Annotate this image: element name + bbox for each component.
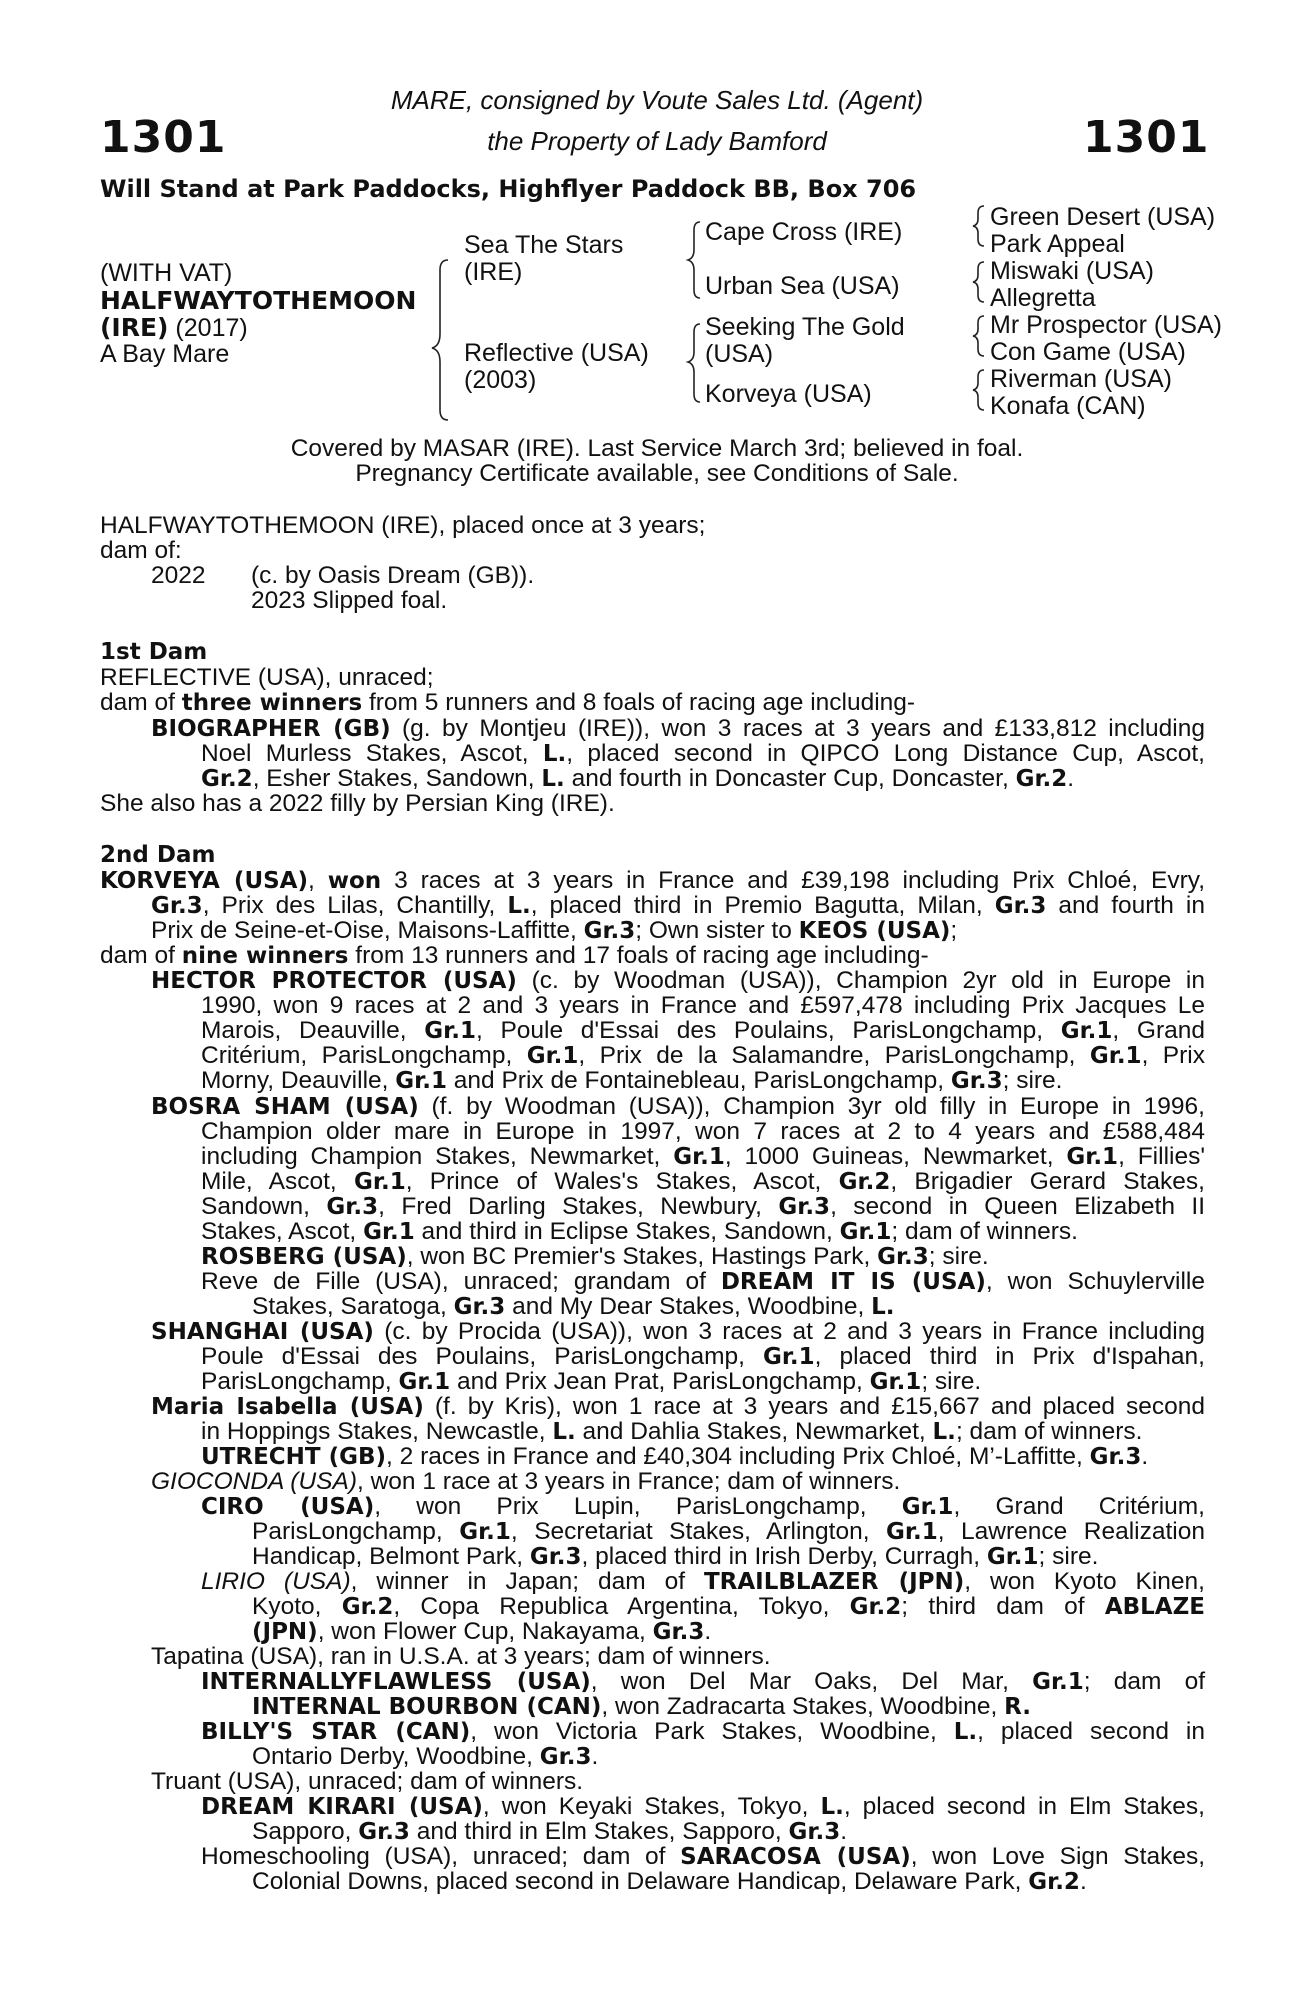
- sire-line2: (IRE): [464, 258, 523, 286]
- t: .: [1141, 1443, 1149, 1470]
- t: Gr.3: [950, 1068, 1003, 1094]
- brace-gen3-a: [973, 206, 984, 246]
- t: ABLAZE: [1104, 1594, 1205, 1620]
- t: .: [704, 1618, 712, 1645]
- gen3-dss: Mr Prospector (USA): [990, 311, 1222, 339]
- t: TRAILBLAZER (JPN): [703, 1569, 965, 1595]
- t: L.: [953, 1719, 978, 1745]
- t: , won Del Mar Oaks, Del Mar,: [590, 1668, 1033, 1695]
- t: , Poule d'Essai des Poulains, ParisLongchamp,: [475, 1017, 1061, 1044]
- first-dam-heading: 1st Dam: [100, 639, 208, 665]
- t: Gr.1: [869, 1369, 922, 1395]
- t: , won Zadracarta Stakes, Woodbine,: [601, 1693, 1005, 1720]
- t: , placed third in Prix d'Ispahan,: [814, 1343, 1205, 1370]
- t: Morny, Deauville,: [201, 1067, 396, 1094]
- brace-gen3-d: [973, 370, 984, 410]
- reve-line1: [201, 1269, 1205, 1295]
- internally-line2: [252, 1694, 1031, 1720]
- t: , won Love Sign Stakes,: [910, 1843, 1206, 1870]
- t: BOSRA SHAM (USA): [151, 1094, 419, 1120]
- t: , won Kyoto Kinen,: [964, 1568, 1205, 1595]
- horse-name: HALFWAYTOTHEMOON: [100, 286, 417, 315]
- t: INTERNAL BOURBON (CAN): [252, 1694, 602, 1720]
- t: Sapporo,: [252, 1818, 359, 1845]
- gioconda-line1: [151, 1469, 900, 1494]
- t: Gr.1: [395, 1068, 447, 1094]
- t: Mile, Ascot,: [201, 1168, 355, 1195]
- hector-line2: 1990, won 9 races at 2 and 3 years in France and £597,478 including Prix Jacques Le: [201, 992, 1205, 1019]
- t: ; third dam of: [901, 1593, 1105, 1620]
- t: Ontario Derby, Woodbine,: [252, 1743, 540, 1770]
- t: BIOGRAPHER (GB): [151, 716, 391, 742]
- t: Gr.2: [1015, 766, 1068, 792]
- t: .: [1079, 1868, 1087, 1895]
- t: , Secretariat Stakes, Arlington,: [510, 1518, 887, 1545]
- t: Gr.2: [201, 766, 253, 792]
- t: Maria Isabella (USA): [151, 1394, 424, 1420]
- t: Gr.1: [762, 1344, 815, 1370]
- t: Gr.3: [453, 1294, 506, 1320]
- t: L.: [552, 1419, 576, 1445]
- dam-sire-line2: (USA): [705, 340, 774, 368]
- t: Stakes, Saratoga,: [252, 1293, 454, 1320]
- t: L.: [871, 1294, 895, 1320]
- lirio-line3: [252, 1619, 711, 1645]
- korveya-line1: [100, 868, 1205, 894]
- t: , second in Queen Elizabeth II: [830, 1193, 1206, 1220]
- t: .: [840, 1818, 848, 1845]
- t: , placed second in: [977, 1718, 1205, 1745]
- property-line: the Property of Lady Bamford: [487, 126, 827, 156]
- t: (JPN): [252, 1619, 318, 1645]
- t: L.: [541, 766, 565, 792]
- record-foal2: 2023 Slipped foal.: [251, 587, 448, 614]
- bosra-line3: [201, 1144, 1205, 1170]
- t: SHANGHAI (USA): [151, 1319, 374, 1345]
- hector-line5: [201, 1068, 1062, 1094]
- horse-vat: (WITH VAT): [100, 259, 233, 287]
- sire-dam: Urban Sea (USA): [705, 272, 900, 300]
- t: Gr.3: [652, 1619, 705, 1645]
- t: Gr.1: [839, 1219, 892, 1245]
- t: including Champion Stakes, Newmarket,: [201, 1143, 674, 1170]
- t: LIRIO (USA): [201, 1568, 351, 1595]
- t: , 1000 Guineas, Newmarket,: [724, 1143, 1067, 1170]
- hector-line1: [151, 968, 1205, 994]
- t: and third in Eclipse Stakes, Sandown,: [414, 1218, 840, 1245]
- hector-line4: [201, 1043, 1205, 1069]
- covered-line2: Pregnancy Certificate available, see Conditions of Sale.: [355, 460, 959, 487]
- dam-dam: Korveya (USA): [705, 380, 872, 408]
- t: Gr.1: [354, 1169, 406, 1195]
- t: ParisLongchamp,: [201, 1368, 399, 1395]
- t: , won Schuylerville: [985, 1268, 1205, 1295]
- t: ; dam of winners.: [955, 1418, 1143, 1445]
- record-line1: HALFWAYTOTHEMOON (IRE), placed once at 3 years;: [100, 512, 706, 539]
- reve-line2: [252, 1294, 895, 1320]
- t: , Grand: [1112, 1017, 1205, 1044]
- kirari-line2: [252, 1819, 847, 1845]
- t: Gr.3: [539, 1744, 592, 1770]
- t: , placed second in QIPCO Long Distance Cup, Ascot,: [566, 740, 1205, 767]
- homeschooling-line1: [201, 1844, 1205, 1870]
- bosra-line4: [201, 1169, 1205, 1195]
- t: Gr.1: [673, 1144, 725, 1170]
- t: , Esher Stakes, Sandown,: [252, 765, 542, 792]
- t: INTERNALLYFLAWLESS (USA): [201, 1669, 591, 1695]
- horse-year: (2017): [168, 314, 248, 342]
- dam-line2: (2003): [464, 366, 537, 394]
- t: , Prince of Wales's Stakes, Ascot,: [405, 1168, 839, 1195]
- biographer-line1: [151, 716, 1205, 742]
- t: , won Flower Cup, Nakayama,: [317, 1618, 653, 1645]
- gen3-sdd: Allegretta: [990, 284, 1096, 312]
- first-dam-line2: [100, 690, 915, 716]
- brace-gen3-b: [973, 262, 984, 302]
- bosra-line1: [151, 1094, 1205, 1120]
- t: Gr.3: [529, 1544, 582, 1570]
- t: UTRECHT (GB): [201, 1444, 387, 1470]
- t: dam of: [100, 689, 182, 716]
- korveya-line3: [151, 918, 957, 944]
- t: Gr.3: [358, 1819, 410, 1845]
- billy-line2: [252, 1744, 598, 1770]
- t: ; sire.: [928, 1243, 989, 1270]
- t: Gr.1: [459, 1519, 511, 1545]
- t: , Copa Republica Argentina, Tokyo,: [393, 1593, 850, 1620]
- first-dam-line1: REFLECTIVE (USA), unraced;: [100, 664, 434, 691]
- bosra-line6: [201, 1219, 1078, 1245]
- t: Gr.3: [788, 1819, 841, 1845]
- t: ROSBERG (USA): [201, 1244, 407, 1270]
- t: , Prix: [1141, 1042, 1205, 1069]
- t: GIOCONDA (USA): [151, 1468, 357, 1495]
- lirio-line1: [201, 1569, 1205, 1595]
- t: BILLY'S STAR (CAN): [201, 1719, 471, 1745]
- t: , placed third in Premio Bagutta, Milan,: [530, 892, 995, 919]
- tapatina-line1: Tapatina (USA), ran in U.S.A. at 3 years; dam of winners.: [151, 1643, 771, 1670]
- dam-name: [464, 340, 649, 394]
- t: from 5 runners and 8 foals of racing age including-: [362, 689, 916, 716]
- t: three winners: [181, 690, 363, 716]
- t: Gr.3: [583, 918, 636, 944]
- t: Gr.1: [363, 1219, 415, 1245]
- t: DREAM KIRARI (USA): [201, 1794, 483, 1820]
- t: , won Prix Lupin, ParisLongchamp,: [374, 1493, 902, 1520]
- t: ; dam of winners.: [891, 1218, 1078, 1245]
- t: , placed third in Irish Derby, Curragh,: [581, 1543, 987, 1570]
- t: , won 1 race at 3 years in France; dam of winners.: [357, 1468, 901, 1495]
- t: and third in Elm Stakes, Sapporo,: [409, 1818, 789, 1845]
- gen3-dsd: Con Game (USA): [990, 338, 1186, 366]
- t: Gr.1: [1089, 1043, 1142, 1069]
- brace-gen1: [432, 260, 448, 420]
- kirari-line1: [201, 1794, 1205, 1820]
- t: Gr.2: [341, 1594, 394, 1620]
- maria-line1: [151, 1394, 1205, 1420]
- consignor-line: MARE, consigned by Voute Sales Ltd. (Agent): [390, 85, 924, 115]
- second-dam-heading: 2nd Dam: [100, 842, 216, 868]
- t: KEOS (USA): [798, 918, 951, 944]
- t: ParisLongchamp,: [252, 1518, 460, 1545]
- t: ; sire.: [921, 1368, 982, 1395]
- t: Gr.2: [838, 1169, 891, 1195]
- bosra-line5: [201, 1194, 1205, 1220]
- t: Reve de Fille (USA), unraced; grandam of: [201, 1268, 721, 1295]
- t: HECTOR PROTECTOR (USA): [151, 968, 517, 994]
- t: ,: [308, 867, 328, 894]
- t: Colonial Downs, placed second in Delaware Handicap, Delaware Park,: [252, 1868, 1029, 1895]
- gen3-sds: Miswaki (USA): [990, 257, 1154, 285]
- t: (c. by Woodman (USA)), Champion 2yr old in Europe in: [516, 967, 1205, 994]
- t: , 2 races in France and £40,304 including Prix Chloé, M’-Laffitte,: [386, 1443, 1090, 1470]
- record-year: 2022: [151, 562, 206, 589]
- t: and fourth in: [1046, 892, 1205, 919]
- t: , placed second in Elm Stakes,: [843, 1793, 1205, 1820]
- t: L.: [820, 1794, 844, 1820]
- homeschooling-line2: [252, 1869, 1087, 1895]
- brace-gen2-dam: [688, 324, 700, 402]
- t: and fourth in Doncaster Cup, Doncaster,: [564, 765, 1016, 792]
- t: Gr.2: [849, 1594, 902, 1620]
- korveya-line4: [100, 943, 929, 969]
- t: Gr.3: [326, 1194, 379, 1220]
- t: (f. by Kris), won 1 race at 3 years and £15,667 and placed second: [423, 1393, 1205, 1420]
- t: nine winners: [181, 943, 349, 969]
- t: CIRO (USA): [201, 1494, 375, 1520]
- horse-country: (IRE): [100, 313, 169, 342]
- t: Gr.1: [526, 1043, 579, 1069]
- t: Gr.3: [877, 1244, 929, 1270]
- t: KORVEYA (USA): [100, 868, 308, 894]
- gen3-dds: Riverman (USA): [990, 365, 1172, 393]
- t: ; sire.: [1002, 1067, 1063, 1094]
- stand-location: Will Stand at Park Paddocks, Highflyer Paddock BB, Box 706: [100, 175, 917, 203]
- maria-line2: [201, 1419, 1143, 1445]
- sire-name: [464, 232, 623, 286]
- hector-line3: [201, 1018, 1205, 1044]
- horse-description: A Bay Mare: [100, 340, 230, 368]
- t: Gr.3: [778, 1194, 831, 1220]
- t: 3 races at 3 years in France and £39,198 including Prix Chloé, Evry,: [381, 867, 1206, 894]
- sire-sire: Cape Cross (IRE): [705, 218, 903, 246]
- internally-line1: [201, 1669, 1205, 1695]
- t: Noel Murless Stakes, Ascot,: [201, 740, 543, 767]
- shanghai-line1: [151, 1319, 1205, 1345]
- t: .: [591, 1743, 599, 1770]
- t: ;: [950, 917, 958, 944]
- covered-line1: Covered by MASAR (IRE). Last Service March 3rd; believed in foal.: [290, 435, 1024, 462]
- lirio-line2: [252, 1594, 1205, 1620]
- t: ; sire.: [1038, 1543, 1099, 1570]
- t: and Dahlia Stakes, Newmarket,: [575, 1418, 933, 1445]
- t: Poule d'Essai des Poulains, ParisLongchamp,: [201, 1343, 763, 1370]
- t: (f. by Woodman (USA)), Champion 3yr old filly in Europe in 1996,: [418, 1093, 1205, 1120]
- t: (c. by Procida (USA)), won 3 races at 2 and 3 years in France including: [373, 1318, 1206, 1345]
- t: Sandown,: [201, 1193, 327, 1220]
- gen3-ddd: Konafa (CAN): [990, 392, 1146, 420]
- t: and Prix de Fontainebleau, ParisLongchamp,: [446, 1067, 951, 1094]
- t: , Prix de la Salamandre, ParisLongchamp,: [578, 1042, 1090, 1069]
- billy-line1: [201, 1719, 1205, 1745]
- t: Gr.1: [398, 1369, 451, 1395]
- biographer-line3: [201, 766, 1074, 792]
- t: Prix de Seine-et-Oise, Maisons-Laffitte,: [151, 917, 584, 944]
- utrecht-line1: [201, 1444, 1148, 1470]
- t: , won Victoria Park Stakes, Woodbine,: [470, 1718, 954, 1745]
- t: Marois, Deauville,: [201, 1017, 425, 1044]
- t: and Prix Jean Prat, ParisLongchamp,: [450, 1368, 870, 1395]
- t: , won Keyaki Stakes, Tokyo,: [482, 1793, 821, 1820]
- t: SARACOSA (USA): [680, 1844, 911, 1870]
- t: Gr.3: [151, 893, 203, 919]
- t: L.: [507, 893, 531, 919]
- t: and My Dear Stakes, Woodbine,: [505, 1293, 872, 1320]
- biographer-line2: [201, 741, 1205, 767]
- t: Stakes, Ascot,: [201, 1218, 364, 1245]
- brace-gen2-sire: [688, 222, 700, 298]
- gen3-sss: Green Desert (USA): [990, 203, 1216, 231]
- t: Gr.3: [1089, 1444, 1142, 1470]
- t: ; dam of: [1083, 1668, 1206, 1695]
- t: , Grand Critérium,: [953, 1493, 1205, 1520]
- first-dam-line6: She also has a 2022 filly by Persian King (IRE).: [100, 790, 615, 817]
- gen3-ssd: Park Appeal: [990, 230, 1125, 258]
- t: , Brigadier Gerard Stakes,: [890, 1168, 1205, 1195]
- truant-line1: Truant (USA), unraced; dam of winners.: [151, 1768, 584, 1795]
- t: Homeschooling (USA), unraced; dam of: [201, 1843, 681, 1870]
- record-line2: dam of:: [100, 537, 182, 564]
- t: Gr.3: [994, 893, 1047, 919]
- brace-gen3-c: [973, 316, 984, 356]
- t: Gr.1: [986, 1544, 1039, 1570]
- t: , won BC Premier's Stakes, Hastings Park,: [406, 1243, 878, 1270]
- t: , winner in Japan; dam of: [350, 1568, 704, 1595]
- t: in Hoppings Stakes, Newcastle,: [201, 1418, 553, 1445]
- lot-number-right: 1301: [1083, 112, 1210, 163]
- t: dam of: [100, 942, 182, 969]
- t: , Fillies': [1118, 1143, 1206, 1170]
- t: , Prix des Lilas, Chantilly,: [202, 892, 508, 919]
- t: , Fred Darling Stakes, Newbury,: [378, 1193, 779, 1220]
- dam-sire: [705, 314, 905, 368]
- shanghai-line3: [201, 1369, 981, 1395]
- lot-number-left: 1301: [100, 112, 227, 163]
- t: from 13 runners and 17 foals of racing age including-: [348, 942, 929, 969]
- ciro-line1: [201, 1494, 1205, 1520]
- sire-line1: Sea The Stars: [464, 231, 624, 259]
- dam-line1: Reflective (USA): [464, 339, 649, 367]
- t: Kyoto,: [252, 1593, 342, 1620]
- t: , Lawrence Realization: [937, 1518, 1205, 1545]
- korveya-line2: [151, 893, 1205, 919]
- t: Gr.2: [1028, 1869, 1080, 1895]
- t: R.: [1004, 1694, 1031, 1720]
- rosberg-line1: [201, 1244, 989, 1270]
- t: won: [327, 868, 382, 894]
- t: Handicap, Belmont Park,: [252, 1543, 530, 1570]
- t: ; Own sister to: [635, 917, 799, 944]
- t: L.: [542, 741, 567, 767]
- t: Critérium, ParisLongchamp,: [201, 1042, 527, 1069]
- ciro-line3: [252, 1544, 1098, 1570]
- ciro-line2: [252, 1519, 1205, 1545]
- bosra-line2: Champion older mare in Europe in 1997, won 7 races at 2 to 4 years and £588,484: [201, 1118, 1205, 1145]
- t: .: [1067, 765, 1075, 792]
- t: Gr.1: [1066, 1144, 1119, 1170]
- t: Gr.1: [901, 1494, 954, 1520]
- record-foal1: (c. by Oasis Dream (GB)).: [251, 562, 535, 589]
- shanghai-line2: [201, 1344, 1205, 1370]
- t: L.: [932, 1419, 956, 1445]
- t: Gr.1: [1032, 1669, 1084, 1695]
- t: Gr.1: [424, 1018, 476, 1044]
- t: Gr.1: [886, 1519, 938, 1545]
- t: DREAM IT IS (USA): [720, 1269, 986, 1295]
- t: (g. by Montjeu (IRE)), won 3 races at 3 years and £133,812 including: [390, 715, 1205, 742]
- t: Gr.1: [1060, 1018, 1113, 1044]
- dam-sire-line1: Seeking The Gold: [705, 313, 905, 341]
